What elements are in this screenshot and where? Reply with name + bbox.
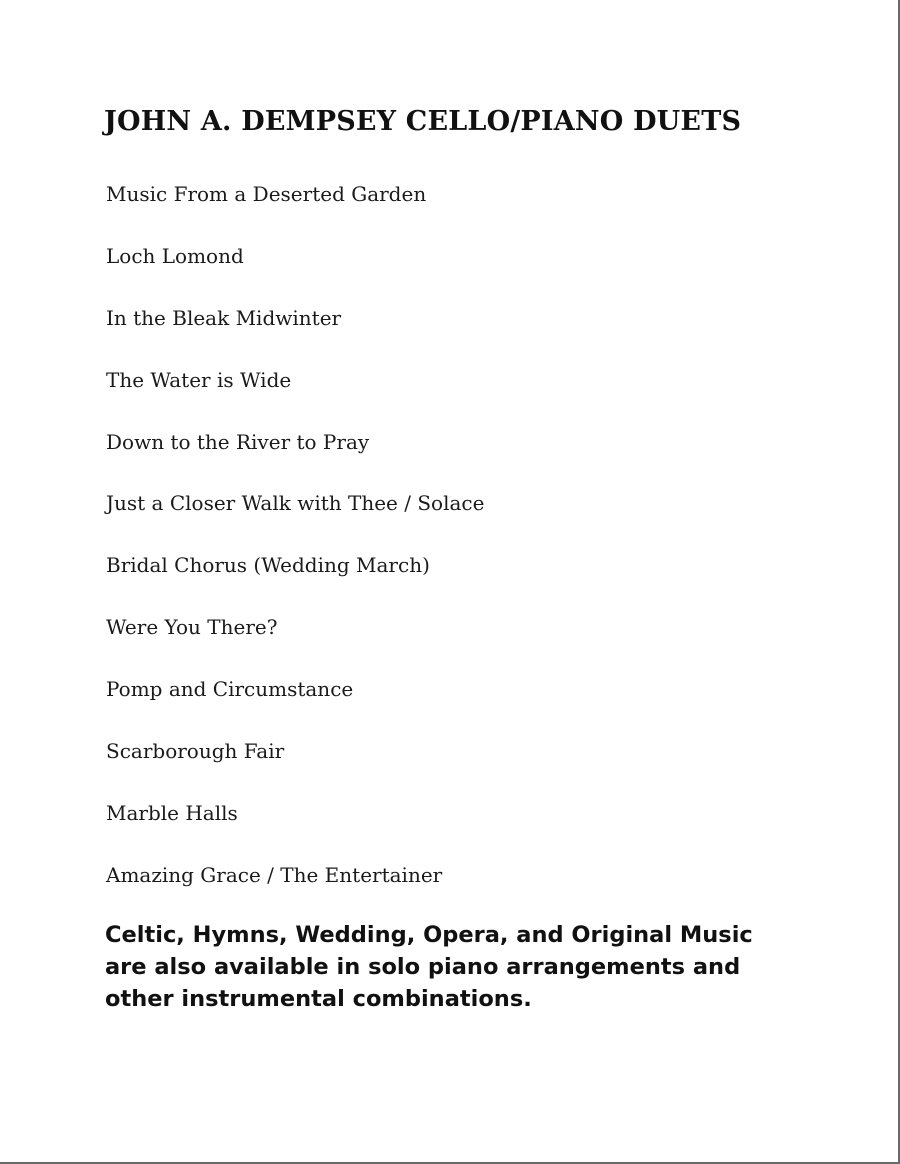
song-title: Marble Halls <box>106 800 238 825</box>
note-line: are also available in solo piano arrangements and <box>105 954 741 980</box>
song-title: Were You There? <box>106 615 278 640</box>
song-list <box>106 180 484 923</box>
song-title: The Water is Wide <box>106 367 292 392</box>
availability-note <box>105 919 805 1015</box>
song-title: Loch Lomond <box>106 243 244 268</box>
note-line: other instrumental combinations. <box>105 986 532 1012</box>
song-title: Just a Closer Walk with Thee / Solace <box>106 491 485 516</box>
song-title: Pomp and Circumstance <box>106 677 354 702</box>
song-title: In the Bleak Midwinter <box>106 305 342 330</box>
song-title: Bridal Chorus (Wedding March) <box>106 553 430 578</box>
note-line: Celtic, Hymns, Wedding, Opera, and Original Music <box>105 922 753 948</box>
song-title: Down to the River to Pray <box>106 429 370 454</box>
page-title: JOHN A. DEMPSEY CELLO/PIANO DUETS <box>104 106 742 137</box>
song-title: Amazing Grace / The Entertainer <box>106 862 443 887</box>
song-title: Music From a Deserted Garden <box>106 182 427 206</box>
song-title: Scarborough Fair <box>106 739 285 764</box>
